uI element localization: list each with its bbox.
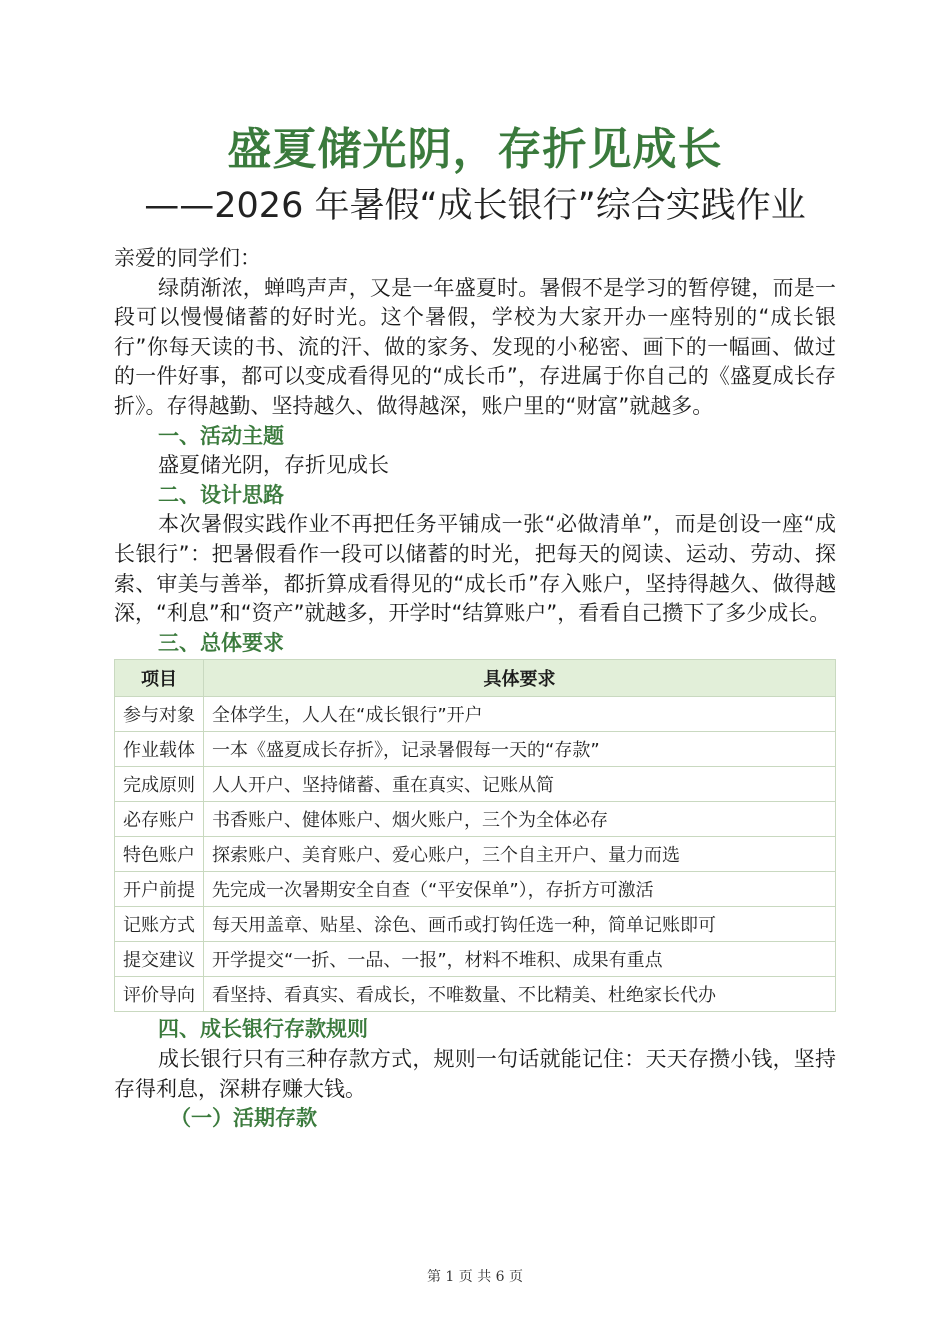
table-header-item: 项目 — [115, 660, 204, 697]
document-title: 盛夏储光阴，存折见成长 — [227, 124, 723, 175]
section-heading-requirements: 三、总体要求 — [158, 630, 284, 655]
table-cell-item: 开户前提 — [115, 872, 204, 907]
page-footer: 第 1 页 共 6 页 — [426, 1269, 524, 1285]
table-cell-item: 作业载体 — [115, 732, 204, 767]
table-header-detail: 具体要求 — [204, 660, 836, 697]
table-cell-detail: 一本《盛夏成长存折》，记录暑假每一天的“存款” — [204, 732, 836, 767]
subsection-heading-demand-deposit: （一）活期存款 — [170, 1106, 317, 1131]
table-cell-detail: 先完成一次暑期安全自查（“平安保单”），存折方可激活 — [204, 872, 836, 907]
requirements-table — [114, 659, 836, 1012]
theme-text: 盛夏储光阴，存折见成长 — [158, 453, 389, 478]
section-heading-rules: 四、成长银行存款规则 — [158, 1017, 368, 1042]
design-paragraph: 本次暑假实践作业不再把任务平铺成一张“必做清单”，而是创设一座“成长银行”：把暑假看作一段可以储蓄的时光，把每天的阅读、运动、劳动、探索、审美与善举，都折算成看得见的“成长币”存入账户，坚持得越久、做得越深，“利息”和“资产”就越多，开学时“结算账户”，看看自己攒下了多少成长。 — [114, 512, 836, 626]
table-cell-item: 特色账户 — [115, 837, 204, 872]
table-cell-detail: 每天用盖章、贴星、涂色、画币或打钩任选一种，简单记账即可 — [204, 907, 836, 942]
table-cell-item: 评价导向 — [115, 977, 204, 1012]
table-cell-item: 记账方式 — [115, 907, 204, 942]
table-cell-item: 参与对象 — [115, 697, 204, 732]
table-cell-detail: 开学提交“一折、一品、一报”，材料不堆积、成果有重点 — [204, 942, 836, 977]
table-row — [115, 767, 836, 802]
table-row — [115, 907, 836, 942]
section-heading-design: 二、设计思路 — [158, 482, 284, 507]
table-cell-detail: 人人开户、坚持储蓄、重在真实、记账从简 — [204, 767, 836, 802]
table-cell-item: 必存账户 — [115, 802, 204, 837]
table-row — [115, 732, 836, 767]
table-row — [115, 872, 836, 907]
rules-paragraph: 成长银行只有三种存款方式，规则一句话就能记住：天天存攒小钱，坚持存得利息，深耕存赚大钱。 — [114, 1046, 836, 1101]
table-row — [115, 977, 836, 1012]
table-header-row — [115, 660, 836, 697]
table-cell-item: 提交建议 — [115, 942, 204, 977]
table-cell-detail: 看坚持、看真实、看成长，不唯数量、不比精美、杜绝家长代办 — [204, 977, 836, 1012]
table-row — [115, 837, 836, 872]
table-row — [115, 802, 836, 837]
table-cell-detail: 全体学生，人人在“成长银行”开户 — [204, 697, 836, 732]
table-cell-detail: 探索账户、美育账户、爱心账户，三个自主开户、量力而选 — [204, 837, 836, 872]
intro-paragraph: 绿荫渐浓，蝉鸣声声，又是一年盛夏时。暑假不是学习的暂停键，而是一段可以慢慢储蓄的好时光。这个暑假，学校为大家开办一座特别的“成长银行”你每天读的书、流的汗、做的家务、发现的小秘密、画下的一幅画、做过的一件好事，都可以变成看得见的“成长币”，存进属于你自己的《盛夏成长存折》。存得越勤、坚持越久、做得越深，账户里的“财富”就越多。 — [114, 275, 836, 418]
document-body — [114, 244, 836, 1134]
greeting: 亲爱的同学们： — [114, 246, 261, 270]
table-row — [115, 942, 836, 977]
table-cell-detail: 书香账户、健体账户、烟火账户，三个为全体必存 — [204, 802, 836, 837]
table-cell-item: 完成原则 — [115, 767, 204, 802]
table-row — [115, 697, 836, 732]
section-heading-theme: 一、活动主题 — [158, 423, 284, 448]
document-subtitle: ——2026 年暑假“成长银行”综合实践作业 — [144, 186, 806, 226]
